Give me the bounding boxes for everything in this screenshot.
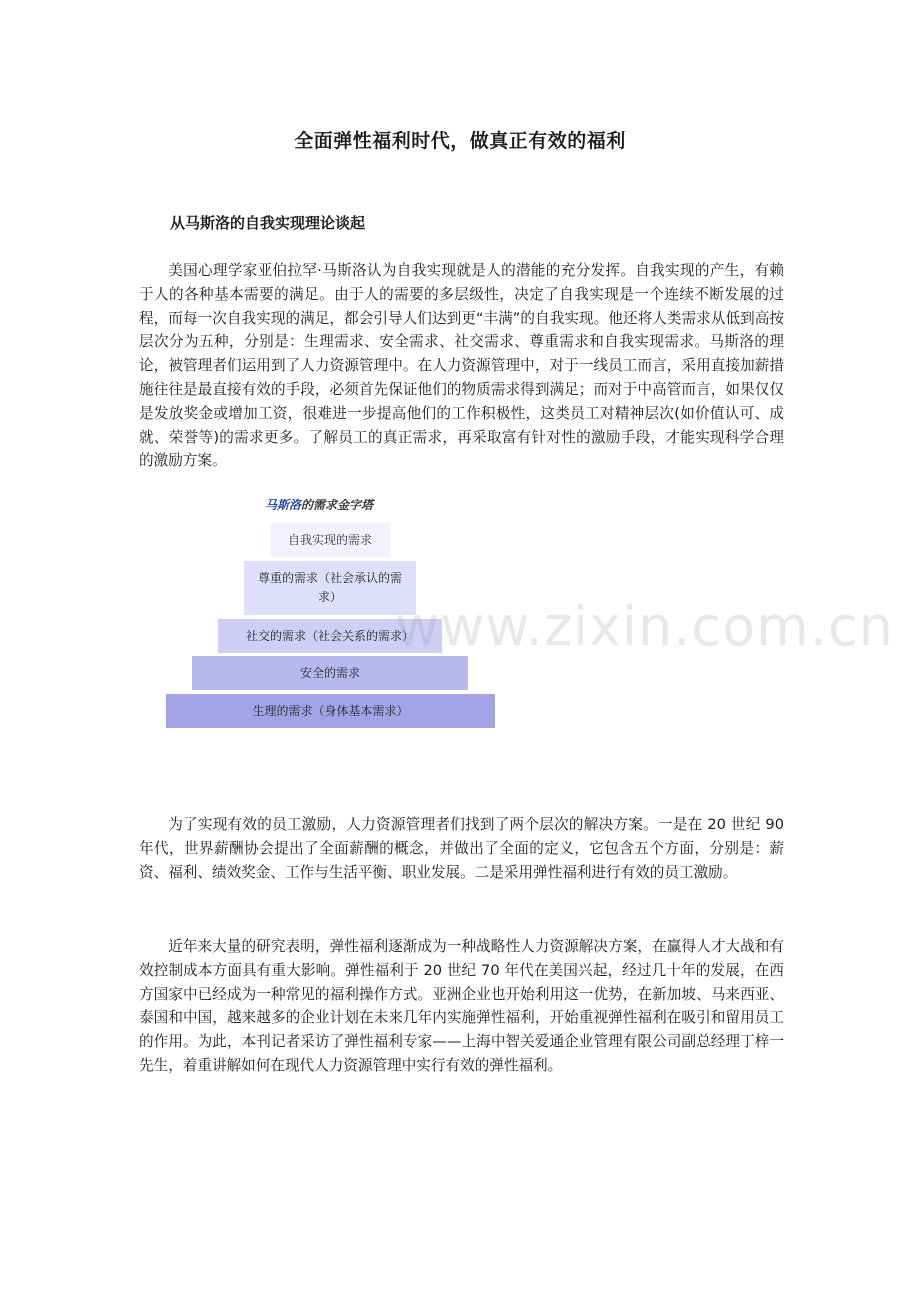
pyramid-title-rest: 的需求金字塔 — [301, 498, 374, 512]
pyramid-level-social: 社交的需求（社会关系的需求） — [218, 619, 442, 653]
paragraph-maslow-intro: 美国心理学家亚伯拉罕·马斯洛认为自我实现就是人的潜能的充分发挥。自我实现的产生，有赖于人的各种基本需要的满足。由于人的需要的多层级性，决定了自我实现是一个连续不断发展的过程，而每一次自我实现的满足，都会引导人们达到更“丰满”的自我实现。他还将人类需求从低到高按层次分为五种，分别是：生理需求、安全需求、社交需求、尊重需求和自我实现需求。马斯洛的理论，被管理者们运用到了人力资源管理中。在人力资源管理中，对于一线员工而言，采用直接加薪措施往往是最直接有效的手段，必须首先保证他们的物质需求得到满足；而对于中高管而言，如果仅仅是发放奖金或增加工资，很难进一步提高他们的工作积极性，这类员工对精神层次(如价值认可、成就、荣誉等)的需求更多。了解员工的真正需求，再采取富有针对性的激励手段，才能实现科学合理的激励方案。 — [139, 262, 784, 470]
pyramid-level-physiological: 生理的需求（身体基本需求） — [166, 694, 495, 728]
pyramid-level-safety: 安全的需求 — [192, 656, 468, 690]
paragraph-total-rewards: 为了实现有效的员工激励，人力资源管理者们找到了两个层次的解决方案。一是在 20 世纪 90 年代，世界薪酬协会提出了全面薪酬的概念，并做出了全面的定义，它包含五个方面，分别是：薪资、福利、绩效奖金、工作与生活平衡、职业发展。二是采用弹性福利进行有效的员工激励。 — [139, 816, 784, 881]
pyramid-level-self-actualization: 自我实现的需求 — [270, 523, 390, 557]
pyramid-title-accent: 马斯洛 — [265, 498, 302, 512]
paragraph-flexible-benefits: 近年来大量的研究表明，弹性福利逐渐成为一种战略性人力资源解决方案，在赢得人才大战和有效控制成本方面具有重大影响。弹性福利于 20 世纪 70 年代在美国兴起，经过几十年的发展，在西方国家中已经成为一种常见的福利操作方式。亚洲企业也开始利用这一优势，在新加坡、马来西亚、泰国和中国，越来越多的企业计划在未来几年内实施弹性福利，开始重视弹性福利在吸引和留用员工的作用。为此，本刊记者采访了弹性福利专家——上海中智关爱通企业管理有限公司副总经理丁梓一先生，着重讲解如何在现代人力资源管理中实行有效的弹性福利。 — [139, 938, 784, 1074]
document-title: 全面弹性福利时代，做真正有效的福利 — [294, 130, 626, 152]
pyramid-title — [265, 496, 373, 513]
section-heading: 从马斯洛的自我实现理论谈起 — [170, 214, 366, 232]
watermark-text: www.zixin.com.cn — [395, 595, 894, 658]
pyramid-level-esteem: 尊重的需求（社会承认的需求） — [244, 561, 416, 615]
